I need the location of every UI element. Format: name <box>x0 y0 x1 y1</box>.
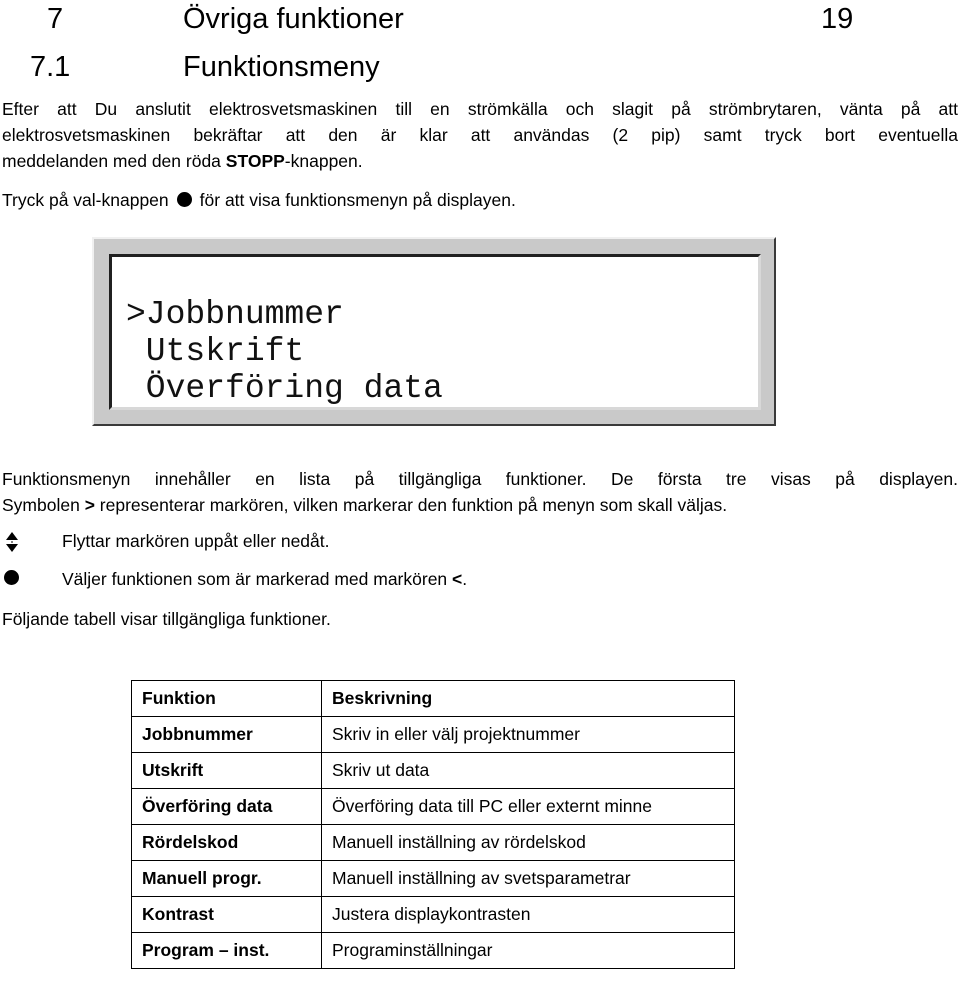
intro-line-2: elektrosvetsmaskinen bekräftar att den är klar att användas (2 pip) samt tryck bort eventuella <box>2 125 958 145</box>
display-line-3: Överföring data <box>126 370 443 407</box>
function-name: Jobbnummer <box>132 717 322 753</box>
page-number: 19 <box>821 3 854 35</box>
menu-description-2 <box>2 492 958 518</box>
select-cursor-symbol: < <box>452 569 463 589</box>
display-panel <box>92 237 776 426</box>
menu-description-1 <box>2 466 958 492</box>
select-description-pre: Väljer funktionen som är markerad med markören <box>62 569 453 589</box>
stop-button-name: STOPP <box>225 151 285 171</box>
function-description: Skriv in eller välj projektnummer <box>322 717 735 753</box>
header-description: Beskrivning <box>322 681 735 717</box>
table-row <box>132 789 735 825</box>
chapter-title: Övriga funktioner <box>183 3 404 35</box>
updown-symbol-row <box>2 531 902 555</box>
table-row <box>132 861 735 897</box>
display-line-1: >Jobbnummer <box>126 296 344 333</box>
function-description: Manuell inställning av svetsparametrar <box>322 861 735 897</box>
table-header-row <box>132 681 735 717</box>
press-text-post: för att visa funktionsmenyn på displayen. <box>199 190 516 210</box>
select-symbol-row <box>2 569 902 593</box>
press-text-pre: Tryck på val-knappen <box>2 190 169 210</box>
intro-line-3-suffix: -knappen. <box>284 151 363 171</box>
function-description: Skriv ut data <box>322 753 735 789</box>
menu-desc-line-2-post: representerar markören, vilken markerar den funktion på menyn som skall väljas. <box>94 495 728 515</box>
chapter-number: 7 <box>47 3 64 35</box>
function-name: Kontrast <box>132 897 322 933</box>
function-description: Manuell inställning av rördelskod <box>322 825 735 861</box>
select-description-post: . <box>462 569 468 589</box>
menu-desc-line-1: Funktionsmenyn innehåller en lista på tillgängliga funktioner. De första tre visas på displayen. <box>2 469 958 489</box>
intro-line-3-text: meddelanden med den röda <box>2 151 226 171</box>
up-down-arrow-icon <box>4 531 20 553</box>
intro-line-3 <box>2 148 958 174</box>
menu-desc-line-2-pre: Symbolen <box>2 495 85 515</box>
table-row <box>132 717 735 753</box>
table-intro: Följande tabell visar tillgängliga funktioner. <box>2 609 331 629</box>
cursor-symbol: > <box>84 495 95 515</box>
function-name: Rördelskod <box>132 825 322 861</box>
display-line-2: Utskrift <box>126 333 305 370</box>
select-button-icon <box>177 192 192 207</box>
select-dot-icon <box>4 570 19 585</box>
intro-line-1: Efter att Du anslutit elektrosvetsmaskinen till en strömkälla och slagit på strömbrytaren, vänta på att <box>2 99 958 119</box>
function-name: Utskrift <box>132 753 322 789</box>
table-row <box>132 825 735 861</box>
display-screen <box>109 254 761 410</box>
press-paragraph <box>2 187 958 213</box>
function-name: Manuell progr. <box>132 861 322 897</box>
section-number: 7.1 <box>30 51 71 83</box>
table-row <box>132 897 735 933</box>
function-description: Justera displaykontrasten <box>322 897 735 933</box>
updown-description: Flyttar markören uppåt eller nedåt. <box>62 531 330 551</box>
table-row <box>132 753 735 789</box>
chapter-heading <box>0 3 960 39</box>
function-table <box>131 680 735 969</box>
intro-paragraph <box>2 96 958 174</box>
function-description: Programinställningar <box>322 933 735 969</box>
select-description <box>62 569 467 590</box>
function-description: Överföring data till PC eller externt minne <box>322 789 735 825</box>
table-row <box>132 933 735 969</box>
function-name: Överföring data <box>132 789 322 825</box>
section-title: Funktionsmeny <box>183 51 380 83</box>
function-name: Program – inst. <box>132 933 322 969</box>
header-function: Funktion <box>132 681 322 717</box>
